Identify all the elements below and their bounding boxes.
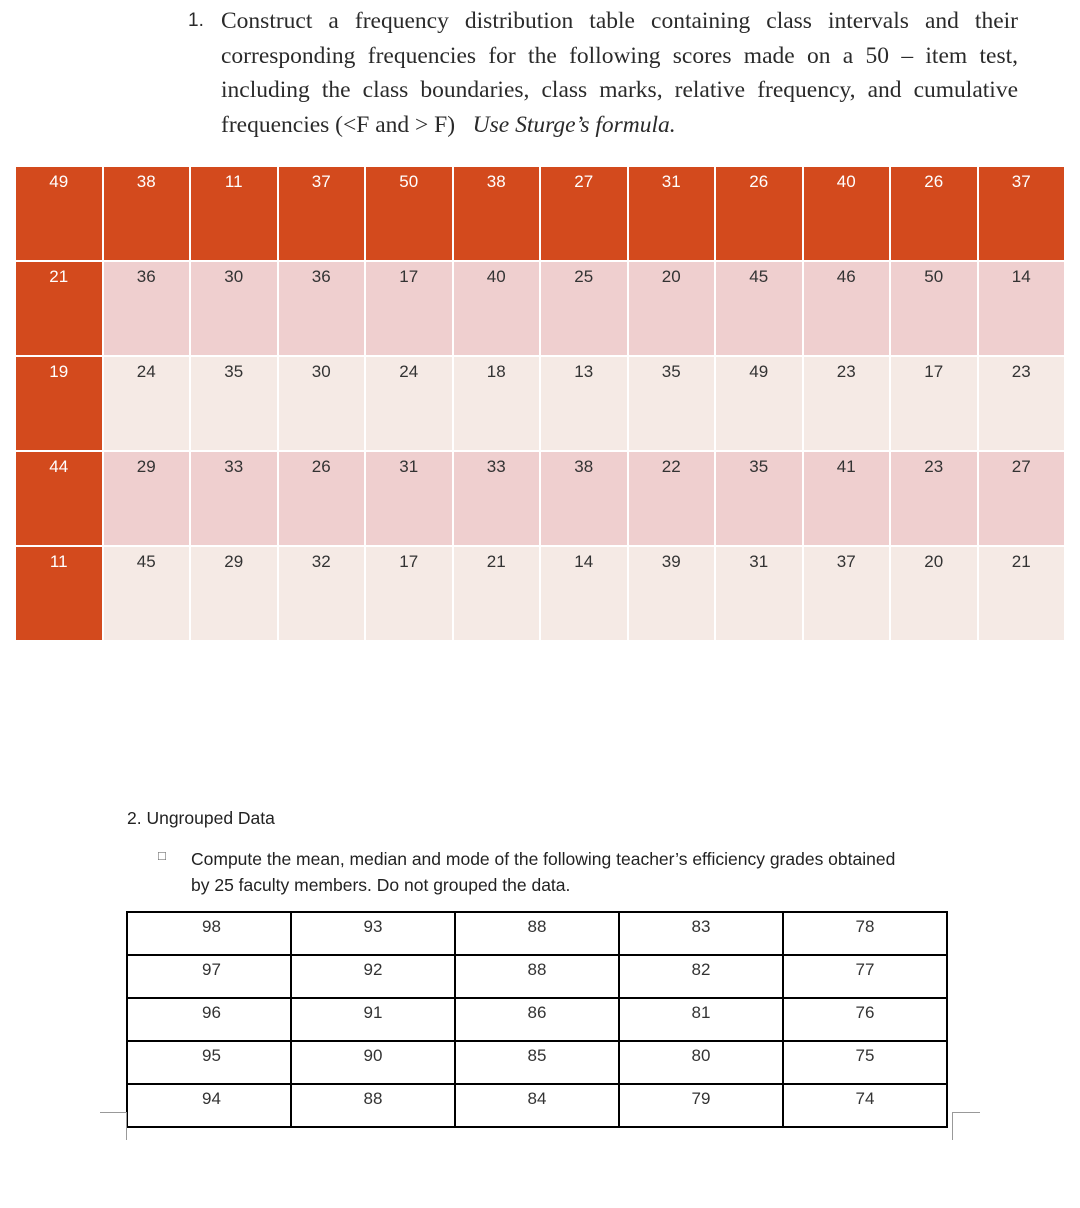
table-row xyxy=(127,912,947,955)
page-corner-mark-left-vertical xyxy=(126,1112,127,1140)
table-cell: 98 xyxy=(127,912,291,955)
table-cell: 77 xyxy=(783,955,947,998)
table-cell: 38 xyxy=(103,166,191,261)
table-cell: 37 xyxy=(978,166,1066,261)
table-cell: 18 xyxy=(453,356,541,451)
table-cell: 19 xyxy=(15,356,103,451)
page-corner-mark-left xyxy=(100,1112,127,1113)
table-cell: 82 xyxy=(619,955,783,998)
table-cell: 17 xyxy=(365,261,453,356)
table-cell: 26 xyxy=(890,166,978,261)
bullet-icon: □ xyxy=(158,848,166,863)
table-cell: 35 xyxy=(628,356,716,451)
grades-table xyxy=(126,911,948,1128)
table-cell: 93 xyxy=(291,912,455,955)
table-cell: 29 xyxy=(103,451,191,546)
table-cell: 36 xyxy=(278,261,366,356)
table-cell: 23 xyxy=(890,451,978,546)
table-cell: 11 xyxy=(190,166,278,261)
table-cell: 33 xyxy=(190,451,278,546)
table-cell: 27 xyxy=(978,451,1066,546)
question-1-text: Construct a frequency distribution table containing class intervals and their corresponding frequencies for the following scores made on a 50 – item test, including the class boundaries, class marks, relative frequency, and cumulative frequencies (<F and > F) xyxy=(221,8,1018,138)
table-row xyxy=(15,166,1065,261)
table-cell: 21 xyxy=(978,546,1066,641)
table-cell: 35 xyxy=(715,451,803,546)
table-cell: 79 xyxy=(619,1084,783,1127)
table-cell: 30 xyxy=(190,261,278,356)
page-corner-mark-right xyxy=(952,1112,980,1113)
table-cell: 11 xyxy=(15,546,103,641)
table-cell: 41 xyxy=(803,451,891,546)
table-cell: 86 xyxy=(455,998,619,1041)
table-row xyxy=(15,356,1065,451)
table-cell: 84 xyxy=(455,1084,619,1127)
table-cell: 96 xyxy=(127,998,291,1041)
table-row xyxy=(127,1084,947,1127)
question-2-title: 2. Ungrouped Data xyxy=(127,808,275,828)
table-cell: 26 xyxy=(715,166,803,261)
table-cell: 76 xyxy=(783,998,947,1041)
table-cell: 30 xyxy=(278,356,366,451)
table-cell: 49 xyxy=(715,356,803,451)
table-cell: 14 xyxy=(978,261,1066,356)
table-cell: 25 xyxy=(540,261,628,356)
table-cell: 49 xyxy=(15,166,103,261)
table-cell: 94 xyxy=(127,1084,291,1127)
table-cell: 17 xyxy=(365,546,453,641)
question-1-instruction: Use Sturge’s formula. xyxy=(472,111,676,138)
table-cell: 40 xyxy=(453,261,541,356)
question-1 xyxy=(188,4,1018,142)
table-cell: 13 xyxy=(540,356,628,451)
table-row xyxy=(127,998,947,1041)
table-cell: 31 xyxy=(628,166,716,261)
table-cell: 91 xyxy=(291,998,455,1041)
table-cell: 23 xyxy=(803,356,891,451)
table-cell: 17 xyxy=(890,356,978,451)
table-row xyxy=(15,546,1065,641)
table-cell: 24 xyxy=(365,356,453,451)
table-cell: 31 xyxy=(365,451,453,546)
table-cell: 95 xyxy=(127,1041,291,1084)
table-cell: 74 xyxy=(783,1084,947,1127)
table-cell: 20 xyxy=(890,546,978,641)
table-cell: 21 xyxy=(453,546,541,641)
table-cell: 50 xyxy=(365,166,453,261)
table-cell: 92 xyxy=(291,955,455,998)
question-1-text-block xyxy=(221,4,1018,142)
table-cell: 88 xyxy=(455,955,619,998)
table-cell: 44 xyxy=(15,451,103,546)
table-cell: 22 xyxy=(628,451,716,546)
table-cell: 23 xyxy=(978,356,1066,451)
table-cell: 45 xyxy=(715,261,803,356)
table-cell: 40 xyxy=(803,166,891,261)
table-cell: 97 xyxy=(127,955,291,998)
table-row xyxy=(15,261,1065,356)
question-1-number: 1. xyxy=(188,10,204,31)
table-cell: 36 xyxy=(103,261,191,356)
question-2-text: Compute the mean, median and mode of the following teacher’s efficiency grades obtained by 25 faculty members. Do not grouped the data. xyxy=(191,849,896,895)
table-cell: 90 xyxy=(291,1041,455,1084)
table-row xyxy=(15,451,1065,546)
table-cell: 46 xyxy=(803,261,891,356)
table-cell: 20 xyxy=(628,261,716,356)
table-cell: 45 xyxy=(103,546,191,641)
table-cell: 75 xyxy=(783,1041,947,1084)
scores-table xyxy=(14,165,1066,642)
table-cell: 38 xyxy=(540,451,628,546)
table-cell: 78 xyxy=(783,912,947,955)
table-cell: 38 xyxy=(453,166,541,261)
table-cell: 50 xyxy=(890,261,978,356)
page-corner-mark-right-vertical xyxy=(952,1112,953,1140)
table-row xyxy=(127,1041,947,1084)
table-cell: 37 xyxy=(278,166,366,261)
table-cell: 80 xyxy=(619,1041,783,1084)
table-cell: 88 xyxy=(291,1084,455,1127)
table-cell: 35 xyxy=(190,356,278,451)
table-cell: 31 xyxy=(715,546,803,641)
table-cell: 27 xyxy=(540,166,628,261)
table-cell: 29 xyxy=(190,546,278,641)
table-cell: 32 xyxy=(278,546,366,641)
table-cell: 33 xyxy=(453,451,541,546)
table-cell: 81 xyxy=(619,998,783,1041)
table-cell: 21 xyxy=(15,261,103,356)
table-cell: 88 xyxy=(455,912,619,955)
table-cell: 85 xyxy=(455,1041,619,1084)
table-cell: 24 xyxy=(103,356,191,451)
table-cell: 14 xyxy=(540,546,628,641)
table-cell: 26 xyxy=(278,451,366,546)
table-cell: 83 xyxy=(619,912,783,955)
table-row xyxy=(127,955,947,998)
table-cell: 39 xyxy=(628,546,716,641)
table-cell: 37 xyxy=(803,546,891,641)
